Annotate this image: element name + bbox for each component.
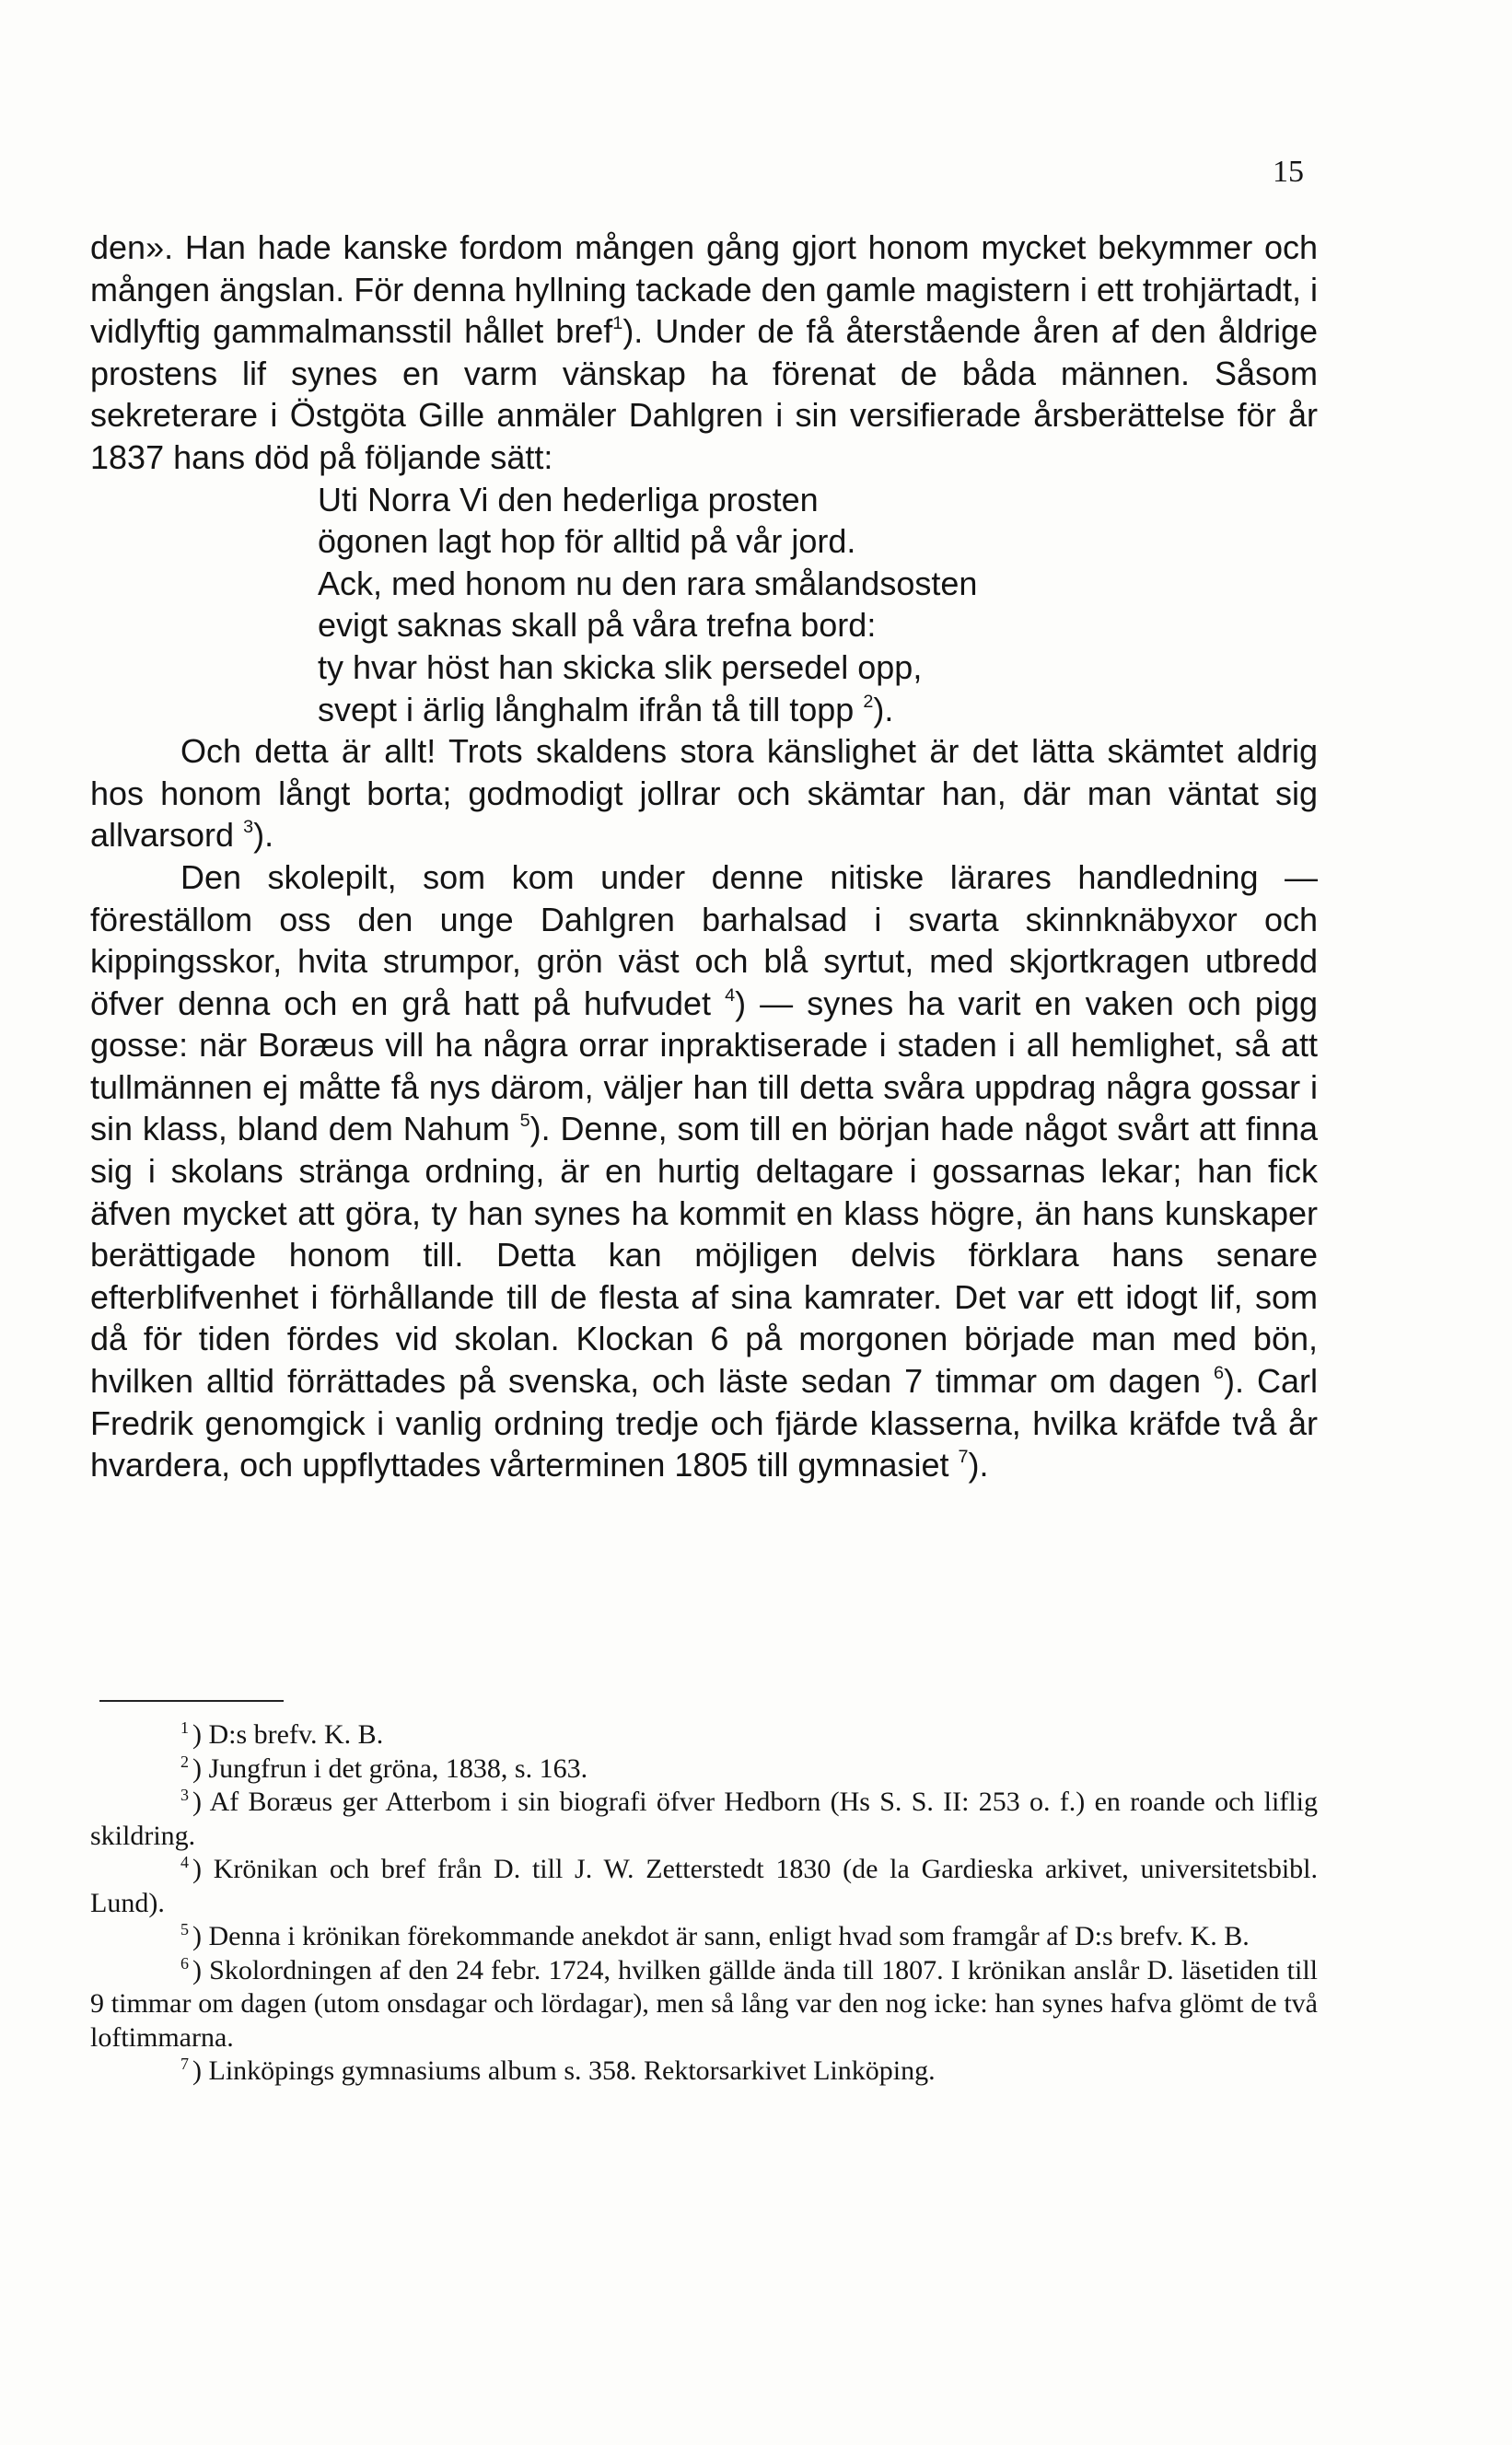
poem-line: evigt saknas skall på våra trefna bord: — [318, 606, 877, 645]
paragraph-2: Och detta är allt! Trots skaldens stora känslighet är det lätta skämtet aldrig hos honom långt borta; godmodigt jollrar och skämtar han, där man väntat sig allvarsord $^3$). — [90, 732, 1318, 855]
footnote-mark: 4 — [180, 1853, 189, 1872]
footnote-ref: 6 — [1214, 1363, 1225, 1384]
footnote-text: ) Skolordningen af den 24 febr. 1724, hvilken gällde ända till 1807. I krönikan anslår D. läsetiden till 9 timmar om dagen (utom onsdagar och lördagar), men så lång var den nog icke: han synes hafva glömt de två loftimmarna. — [90, 1954, 1318, 2053]
footnote-mark: 2 — [180, 1752, 189, 1771]
paragraph-3-text-c: ). Denne, som till en början hade något svårt att finna sig i skolans stränga ordning, är en hurtig deltagare i gossarnas lekar; han fick äfven mycket att göra, ty han synes ha kommit en klass högre, än hans kunskaper berättigade honom till. Detta kan möjligen delvis förklara hans senare efterblifvenhet i förhållande till de flesta af sina kamrater. Det var ett idogt lif, som då för tiden fördes vid skolan. Klockan 6 på morgonen började man med bön, hvilken alltid förrättades på svenska, och läste sedan 7 timmar om dagen — [90, 1110, 1318, 1401]
body-text — [90, 227, 1318, 1486]
poem-line: ögonen lagt hop för alltid på vår jord. — [318, 522, 856, 561]
footnote-text: ) Denna i krönikan förekommande anekdot är sann, enligt hvad som framgår af D:s brefv. K. B. — [192, 1921, 1250, 1951]
footnote-text: ) Af Boræus ger Atterbom i sin biografi öfver Hedborn (Hs S. S. II: 253 o. f.) en roande och liflig skildring. — [90, 1787, 1318, 1851]
footnote-ref: 2 — [863, 691, 874, 712]
poem-line: ty hvar höst han skicka slik persedel opp, — [318, 647, 923, 686]
paragraph-1 — [90, 227, 1318, 479]
paragraph-1-text-cont: ). Under de få återstående åren af den åldrige prostens lif synes en varm vänskap ha förenat de båda männen. Såsom sekreterare i Östgöta Gille anmäler Dahlgren i sin versifierade årsberättelse för år 1837 hans död på följande sätt: — [90, 312, 1318, 476]
footnote-ref: 3 — [243, 817, 254, 838]
footnote-mark: 6 — [180, 1953, 189, 1973]
poem-line: Uti Norra Vi den hederliga prosten — [318, 480, 819, 518]
footnote-ref: 1 — [612, 313, 623, 334]
footnote-ref: 5 — [519, 1111, 530, 1132]
paragraph-3: Den skolepilt, som kom under denne nitiske lärares handledning — föreställom oss den unge Dahlgren barhalsad i svarta skinnknäbyxor och kippingsskor, hvita strumpor, grön väst och blå syrtut, med skjortkragen utbredd öfver denna och en grå hatt på hufvudet $^4$) — synes ha varit en vaken och pigg gosse: när Boræus vill ha några orrar inpraktiserade i staden i all hemlighet, så att tullmännen ej måtte få nys därom, väljer han till detta svåra uppdrag några gossar i sin klass, bland dem Nahum $^5$). Denne, som till en början hade något svårt att finna sig i skolans stränga ordning, är en hurtig deltagare i gossarnas lekar; han fick äfven mycket att göra, ty han synes ha kommit en klass högre, än hans kunskaper berättigade honom till. Detta kan möjligen delvis förklara hans senare efterblifvenhet i förhållande till de flesta af sina kamrater. Det var ett idogt lif, som då för tiden fördes vid skolan. Klockan 6 på morgonen började man med bön, hvilken alltid förrättades på svenska, och läste sedan 7 timmar om dagen $^6$). Carl Fredrik genomgick i vanlig ordning tredje och fjärde klasserna, hvilka kräfde två år hvardera, och uppflyttades vårterminen 1805 till gymnasiet $^7$). — [90, 857, 1318, 1484]
paragraph-3-text-d: ). Carl Fredrik genomgick i vanlig ordning tredje och fjärde klasserna, hvilka kräfde två år hvardera, och uppflyttades vårterminen 1805 till gymnasiet — [90, 1362, 1318, 1484]
page-number: 15 — [1273, 155, 1304, 189]
paragraph-3-text: Den skolepilt, som kom under denne nitiske lärares handledning — föreställom oss den unge Dahlgren barhalsad i svarta skinnknäbyxor och kippingsskor, hvita strumpor, grön väst och blå syrtut, med skjortkragen utbredd öfver denna och en grå hatt på hufvudet — [90, 857, 1318, 1022]
poem-line: Ack, med honom nu den rara smålandsosten — [318, 564, 978, 602]
footnote-text: ) Linköpings gymnasiums album s. 358. Rektorsarkivet Linköping. — [192, 2055, 936, 2086]
footnote-ref: 7 — [958, 1447, 969, 1468]
footnote — [90, 1786, 1318, 1853]
footnote-divider — [99, 1700, 284, 1702]
footnote-ref: 4 — [725, 984, 736, 1006]
footnote-text: ) Krönikan och bref från D. till J. W. Zetterstedt 1830 (de la Gardieska arkivet, universitetsbibl. Lund). — [90, 1854, 1318, 1918]
paragraph-1-text: den». Han hade kanske fordom mången gång gjort honom mycket bekymmer och mången ängslan. För denna hyllning tackade den gamle magistern i ett trohjärtadt, i vidlyftig gammalmansstil hållet bref — [90, 228, 1318, 351]
poem-line-text: svept i ärlig långhalm ifrån tå till topp — [318, 690, 855, 728]
footnote-mark: 7 — [180, 2055, 189, 2074]
paragraph-3-text-b: ) — synes ha varit en vaken och pigg gosse: när Boræus vill ha några orrar inpraktiserade i staden i all hemlighet, så att tullmännen ej måtte få nys därom, väljer han till detta svåra uppdrag några gossar i sin klass, bland dem Nahum — [90, 984, 1318, 1148]
footnote — [90, 2055, 1318, 2089]
footnote-mark: 5 — [180, 1920, 189, 1939]
footnote-mark: 1 — [180, 1718, 189, 1738]
footnote-text: ) D:s brefv. K. B. — [192, 1719, 384, 1750]
footnote-mark: 3 — [180, 1786, 189, 1805]
footnote — [90, 1853, 1318, 1920]
poem — [318, 479, 1318, 731]
footnote — [90, 1752, 1318, 1787]
footnote-text: ) Jungfrun i det gröna, 1838, s. 163. — [192, 1752, 588, 1784]
poem-line: svept i ärlig långhalm ifrån tå till topp $^2$). — [318, 690, 894, 728]
footnote — [90, 1920, 1318, 1954]
footnotes — [90, 1718, 1318, 2089]
footnote — [90, 1954, 1318, 2055]
paragraph-2-text: Och detta är allt! Trots skaldens stora känslighet är det lätta skämtet aldrig hos honom långt borta; godmodigt jollrar och skämtar han, där man väntat sig allvarsord — [90, 732, 1318, 855]
footnote — [90, 1718, 1318, 1752]
